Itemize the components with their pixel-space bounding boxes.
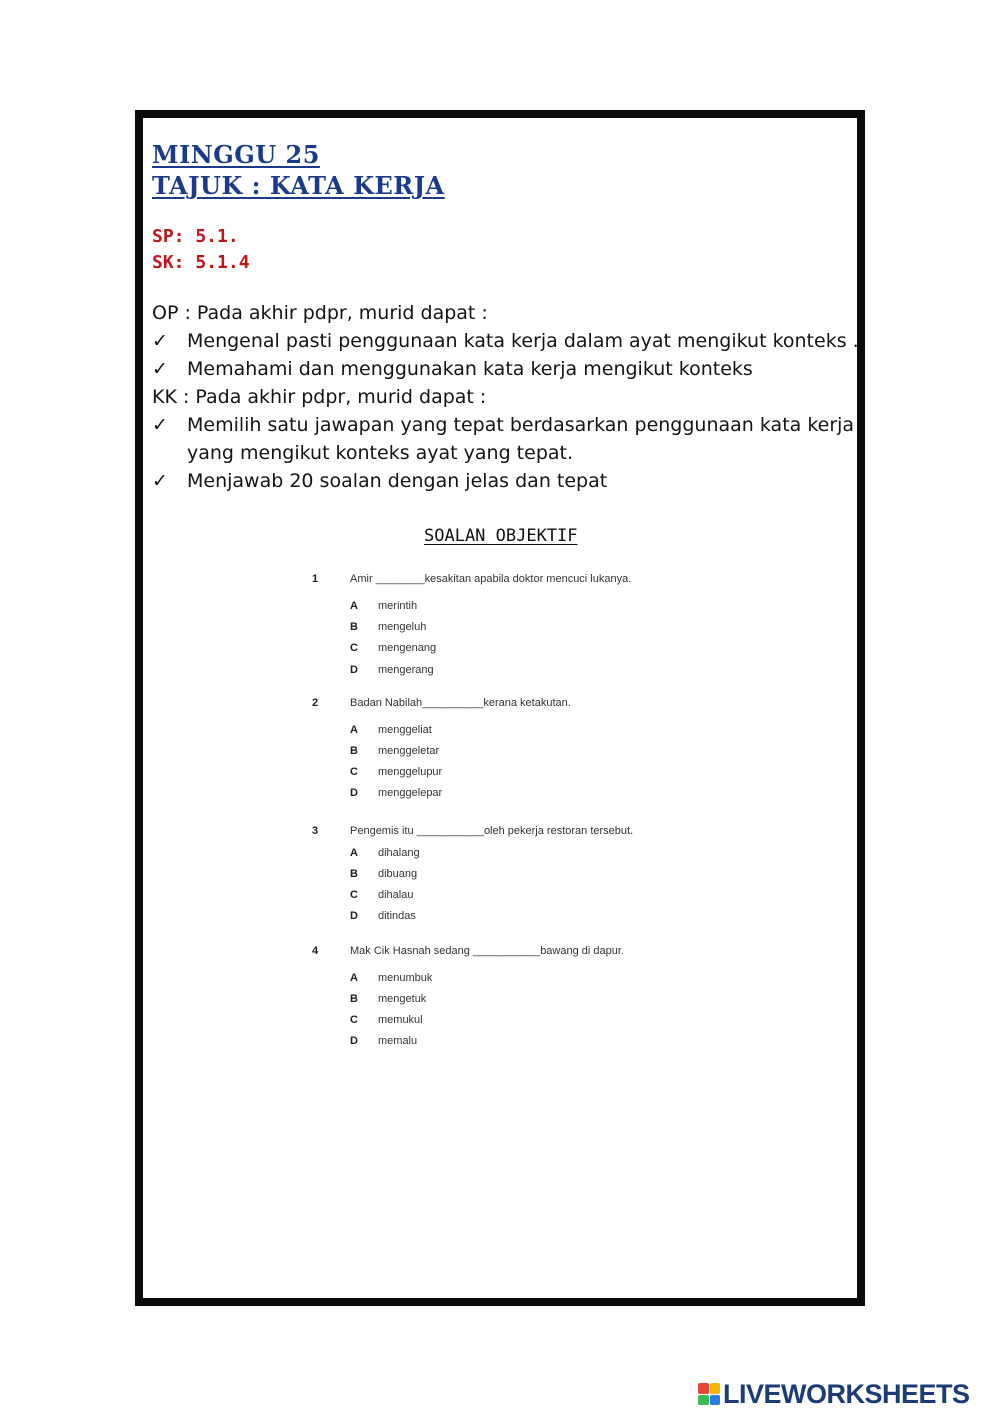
option-text[interactable]: memalu [378,1035,418,1047]
option-text[interactable]: mengeluh [378,621,427,633]
option-text[interactable]: menggeletar [378,745,440,757]
option-letter: A [350,724,358,736]
option-letter: C [350,889,358,901]
section-title: SOALAN OBJEKTIF [424,526,578,546]
option-letter: C [350,1014,358,1026]
question-number: 2 [312,697,319,709]
sp-code: SP: 5.1. [152,226,239,247]
option-letter: D [350,787,358,799]
option-letter: A [350,847,358,859]
option-letter: B [350,621,358,633]
op-item-text: Mengenal pasti penggunaan kata kerja dalam ayat mengikut konteks . [187,330,859,352]
question-number: 4 [312,945,319,957]
option-text[interactable]: menumbuk [378,972,433,984]
check-icon: ✓ [152,358,168,380]
op-item-text: Memahami dan menggunakan kata kerja mengikut konteks [187,358,753,380]
option-text[interactable]: memukul [378,1014,423,1026]
topic-heading: TAJUK : KATA KERJA [152,171,445,200]
option-letter: C [350,642,358,654]
option-letter: B [350,993,358,1005]
kk-item-text: Menjawab 20 soalan dengan jelas dan tepat [187,470,608,492]
kk-item-text: Memilih satu jawapan yang tepat berdasarkan penggunaan kata kerja [187,414,855,436]
op-intro: OP : Pada akhir pdpr, murid dapat : [152,302,488,324]
logo-icon [698,1383,720,1405]
option-letter: A [350,972,358,984]
logo-square-yellow [710,1383,721,1394]
sk-code: SK: 5.1.4 [152,252,250,273]
option-letter: B [350,745,358,757]
option-text[interactable]: menggelupur [378,766,443,778]
question-number: 1 [312,573,319,585]
option-text[interactable]: merintih [378,600,418,612]
question-text: Badan Nabilah__________kerana ketakutan. [350,697,571,709]
check-icon: ✓ [152,414,168,436]
option-letter: B [350,868,358,880]
option-text[interactable]: dihalang [378,847,420,859]
kk-intro: KK : Pada akhir pdpr, murid dapat : [152,386,487,408]
option-letter: A [350,600,358,612]
option-letter: D [350,664,358,676]
option-text[interactable]: mengenang [378,642,437,654]
check-icon: ✓ [152,470,168,492]
option-letter: D [350,910,358,922]
liveworksheets-logo[interactable] [698,1378,970,1410]
option-text[interactable]: ditindas [378,910,416,922]
logo-square-red [698,1383,709,1394]
option-text[interactable]: menggeliat [378,724,432,736]
week-heading: MINGGU 25 [152,140,320,169]
option-text[interactable]: dibuang [378,868,418,880]
question-number: 3 [312,825,319,837]
option-text[interactable]: mengerang [378,664,434,676]
logo-text: LIVEWORKSHEETS [723,1378,970,1409]
question-text: Pengemis itu ___________oleh pekerja restoran tersebut. [350,825,634,837]
question-text: Amir ________kesakitan apabila doktor mencuci lukanya. [350,573,632,585]
option-letter: C [350,766,358,778]
option-text[interactable]: mengetuk [378,993,427,1005]
question-text: Mak Cik Hasnah sedang ___________bawang di dapur. [350,945,624,957]
option-letter: D [350,1035,358,1047]
logo-square-blue [710,1395,721,1406]
logo-square-green [698,1395,709,1406]
option-text[interactable]: dihalau [378,889,414,901]
check-icon: ✓ [152,330,168,352]
option-text[interactable]: menggelepar [378,787,443,799]
kk-item-1-continued: yang mengikut konteks ayat yang tepat. [187,442,574,464]
